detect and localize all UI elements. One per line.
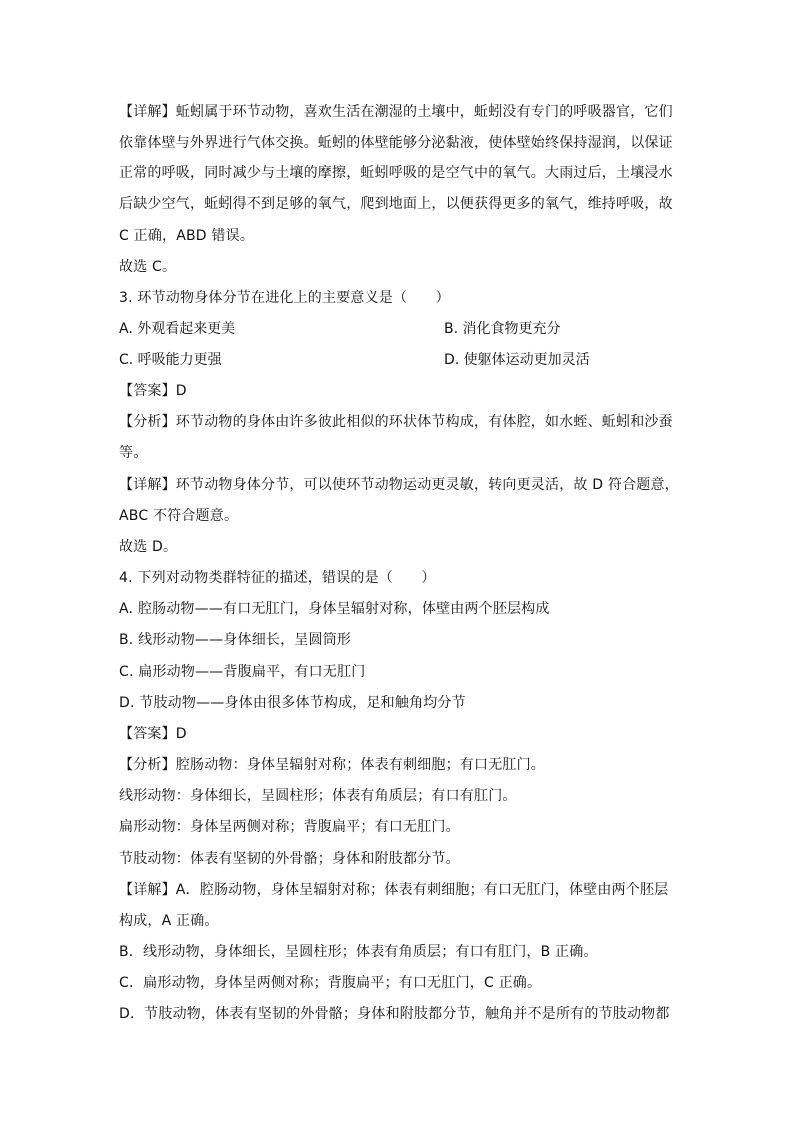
q4-option-c: C. 扁形动物——背腹扁平，有口无肛门 <box>119 664 366 680</box>
q3-option-b: B. 消化食物更充分 <box>444 321 561 337</box>
analysis-q3-line-1: 【分析】环节动物的身体由许多彼此相似的环状体节构成，有体腔，如水蛭、蚯蚓和沙蚕 <box>119 414 673 430</box>
analysis-q4-line-3: 扁形动物：身体呈两侧对称；背腹扁平；有口无肛门。 <box>119 819 460 835</box>
q4-option-b: B. 线形动物——身体细长，呈圆筒形 <box>119 632 352 648</box>
q4-option-d: D. 节肢动物——身体由很多体节构成，足和触角均分节 <box>119 695 466 711</box>
q3-option-d: D. 使躯体运动更加灵活 <box>444 352 590 368</box>
question-3-stem: 3. 环节动物身体分节在进化上的主要意义是（ ） <box>119 290 450 306</box>
explanation-q4-line-3: B．线形动物，身体细长，呈圆柱形；体表有角质层；有口有肛门，B 正确。 <box>119 944 598 960</box>
analysis-q3-line-2: 等。 <box>119 445 148 461</box>
q3-option-c: C. 呼吸能力更强 <box>119 352 222 368</box>
q3-option-a: A. 外观看起来更美 <box>119 321 236 337</box>
explanation-q2-line-2: 依靠体壁与外界进行气体交换。蚯蚓的体壁能够分泌黏液，使体壁始终保持湿润，以保证 <box>119 135 673 151</box>
explanation-q3-line-2: ABC 不符合题意。 <box>119 508 239 524</box>
explanation-q4-line-1: 【详解】A．腔肠动物，身体呈辐射对称；体表有刺细胞；有口无肛门，体壁由两个胚层 <box>119 882 669 898</box>
explanation-q4-line-5: D．节肢动物，体表有坚韧的外骨骼；身体和附肢都分节，触角并不是所有的节肢动物都 <box>119 1006 670 1022</box>
answer-q4: 【答案】D <box>119 726 187 742</box>
explanation-q4-line-2: 构成，A 正确。 <box>119 913 219 929</box>
analysis-q4-line-4: 节肢动物：体表有坚韧的外骨骼；身体和附肢都分节。 <box>119 851 460 867</box>
explanation-q2-line-3: 正常的呼吸，同时减少与土壤的摩擦，蚯蚓呼吸的是空气中的氧气。大雨过后，土壤浸水 <box>119 165 673 181</box>
explanation-q2-line-4: 后缺少空气，蚯蚓得不到足够的氧气，爬到地面上，以便获得更多的氧气，维持呼吸，故 <box>119 196 673 212</box>
explanation-q2-line-1: 【详解】蚯蚓属于环节动物，喜欢生活在潮湿的土壤中，蚯蚓没有专门的呼吸器官，它们 <box>119 104 673 120</box>
explanation-q4-line-4: C．扁形动物，身体呈两侧对称；背腹扁平；有口无肛门，C 正确。 <box>119 975 542 991</box>
explanation-q3-line-1: 【详解】环节动物身体分节，可以使环节动物运动更灵敏，转向更灵活，故 D 符合题意， <box>119 477 679 493</box>
answer-q3: 【答案】D <box>119 383 187 399</box>
analysis-q4-line-1: 【分析】腔肠动物：身体呈辐射对称；体表有刺细胞；有口无肛门。 <box>119 757 545 773</box>
q4-option-a: A. 腔肠动物——有口无肛门，身体呈辐射对称，体壁由两个胚层构成 <box>119 601 550 617</box>
explanation-q2-line-5: C 正确，ABD 错误。 <box>119 228 255 244</box>
question-4-stem: 4. 下列对动物类群特征的描述，错误的是（ ） <box>119 570 436 586</box>
conclusion-q3: 故选 D。 <box>119 539 178 555</box>
analysis-q4-line-2: 线形动物：身体细长，呈圆柱形；体表有角质层；有口有肛门。 <box>119 788 517 804</box>
conclusion-q2: 故选 C。 <box>119 259 177 275</box>
